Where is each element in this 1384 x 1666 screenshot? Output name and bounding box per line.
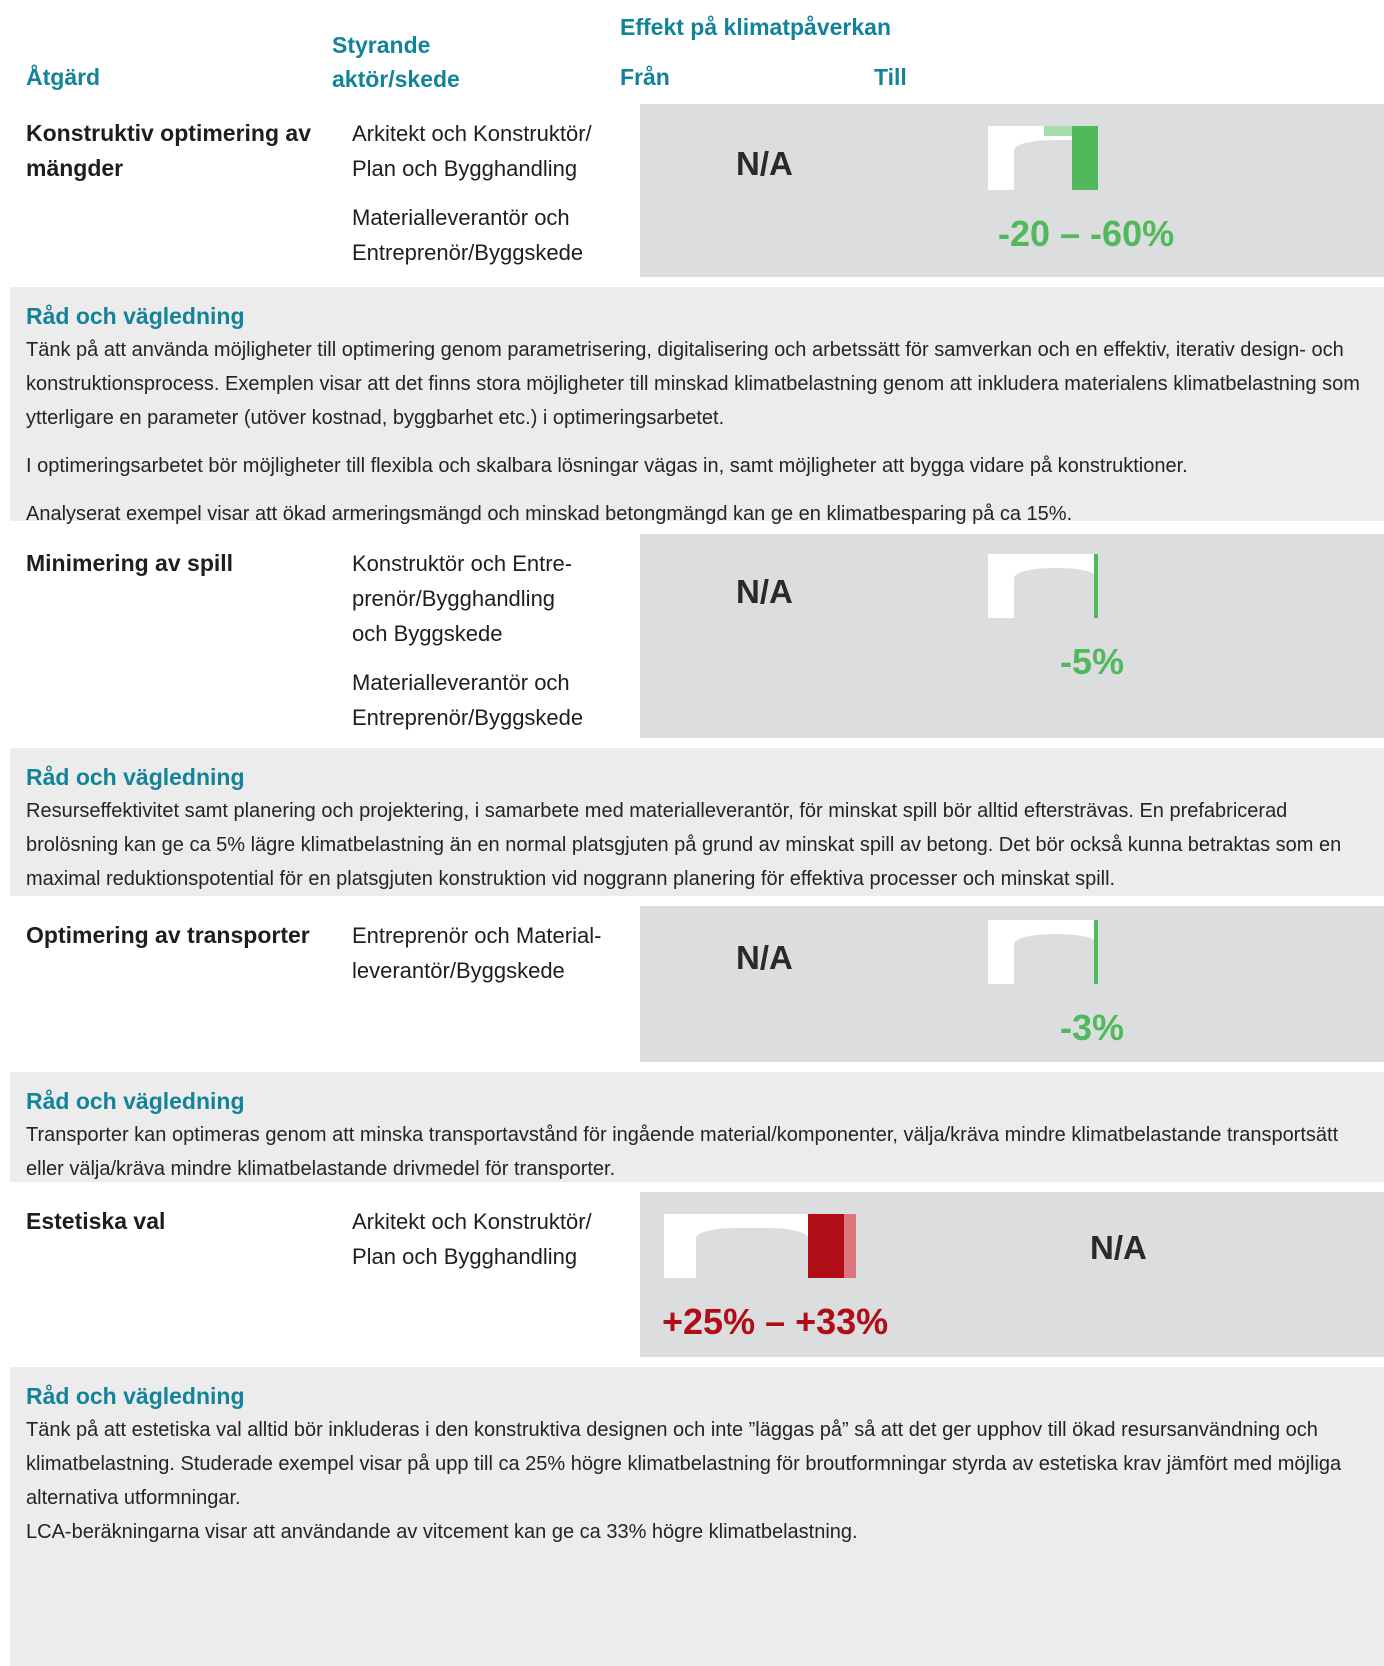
to-value: -20 – -60% <box>998 213 1175 254</box>
actor-item: Entreprenör och Material-leverantör/Byggskede <box>352 923 602 983</box>
from-value: N/A <box>736 145 793 182</box>
advice-text: Transporter kan optimeras genom att minska transportavstånd för ingående material/komponenter, välja/kräva mindre klimatbelastande transportsätt eller välja/kräva mindre klimatbelastande drivmedel för transporter. <box>26 1124 1339 1180</box>
from-value: N/A <box>736 939 793 976</box>
actor-item: Arkitekt och Konstruktör/ Plan och Bygghandling <box>352 121 592 181</box>
actor-list <box>352 918 602 988</box>
to-value: N/A <box>1090 1229 1147 1266</box>
effect-panel <box>640 534 1384 738</box>
action-title: Konstruktiv optimering av mängder <box>26 120 311 181</box>
action-title: Optimering av transporter <box>26 922 310 948</box>
action-title: Estetiska val <box>26 1208 166 1234</box>
bridge-bar-icon <box>988 920 1098 984</box>
advice-box <box>10 1072 1384 1182</box>
header-to: Till <box>874 64 907 90</box>
effect-panel <box>640 906 1384 1062</box>
header-effect: Effekt på klimatpåverkan <box>620 14 892 40</box>
effect-panel <box>640 1192 1384 1357</box>
advice-text: Resurseffektivitet samt planering och projektering, i samarbete med materialleverantör, för minskat spill bör alltid eftersträvas. En prefabricerad brolösning kan ge ca 5% lägre klimatbelastning än en normal platsgjuten på grund av minskat spill av betong. Det bör också kunna betraktas som en maximal reduktionspotential för en platsgjuten konstruktion vid noggrann planering för effektiva processer och minskat spill. <box>26 800 1342 890</box>
from-value: N/A <box>736 573 793 610</box>
actor-item: Konstruktör och Entre-prenör/Bygghandling och Byggskede <box>352 551 573 646</box>
advice-box <box>10 748 1384 896</box>
advice-title: Råd och vägledning <box>26 764 245 790</box>
advice-box <box>10 1367 1384 1666</box>
header-actor: Styrande aktör/skede <box>332 32 460 92</box>
actor-item: Arkitekt och Konstruktör/ Plan och Bygghandling <box>352 1209 592 1269</box>
to-value: -3% <box>1060 1007 1125 1048</box>
advice-box <box>10 287 1384 525</box>
actor-list <box>352 546 592 735</box>
bridge-bar-icon <box>664 1214 856 1278</box>
effect-panel <box>640 104 1384 277</box>
advice-title: Råd och vägledning <box>26 1383 245 1409</box>
bridge-bar-icon <box>988 554 1098 618</box>
bridge-bar-icon <box>988 126 1098 190</box>
from-value: +25% – +33% <box>662 1301 889 1342</box>
action-title: Minimering av spill <box>26 550 234 576</box>
actor-item: Materialleverantör och Entreprenör/Byggskede <box>352 205 584 265</box>
advice-title: Råd och vägledning <box>26 303 245 329</box>
actor-item: Materialleverantör och Entreprenör/Byggskede <box>352 670 584 730</box>
advice-text: I optimeringsarbetet bör möjligheter till flexibla och skalbara lösningar vägas in, samt möjligheter att bygga vidare på konstruktioner. <box>26 455 1188 477</box>
to-value: -5% <box>1060 641 1125 682</box>
advice-title: Råd och vägledning <box>26 1088 245 1114</box>
advice-text: Tänk på att estetiska val alltid bör inkluderas i den konstruktiva designen och inte ”läggas på” så att det ger upphov till ökad resursanvändning och klimatbelastning. Studerade exempel visar på upp till ca 25% högre klimatbelastning för broutformningar styrda av estetiska krav jämfört med möjliga alternativa utformningar. <box>26 1419 1342 1509</box>
actor-list <box>352 116 632 270</box>
advice-text: Analyserat exempel visar att ökad armeringsmängd och minskad betongmängd kan ge en klimatbesparing på ca 15%. <box>26 503 1073 525</box>
actor-list <box>352 1204 632 1274</box>
advice-text: LCA-beräkningarna visar att användande av vitcement kan ge ca 33% högre klimatbelastning. <box>26 1521 858 1543</box>
header-action: Åtgärd <box>26 64 101 90</box>
header-from: Från <box>620 64 670 90</box>
advice-text: Tänk på att använda möjligheter till optimering genom parametrisering, digitalisering och arbetssätt för samverkan och en effektiv, iterativ design- och konstruktionsprocess. Exemplen visar att det finns stora möjligheter till minskad klimatbelastning genom att inkludera materialens klimatbelastning som ytterligare en parameter (utöver kostnad, byggbarhet etc.) i optimeringsarbetet. <box>26 339 1360 429</box>
